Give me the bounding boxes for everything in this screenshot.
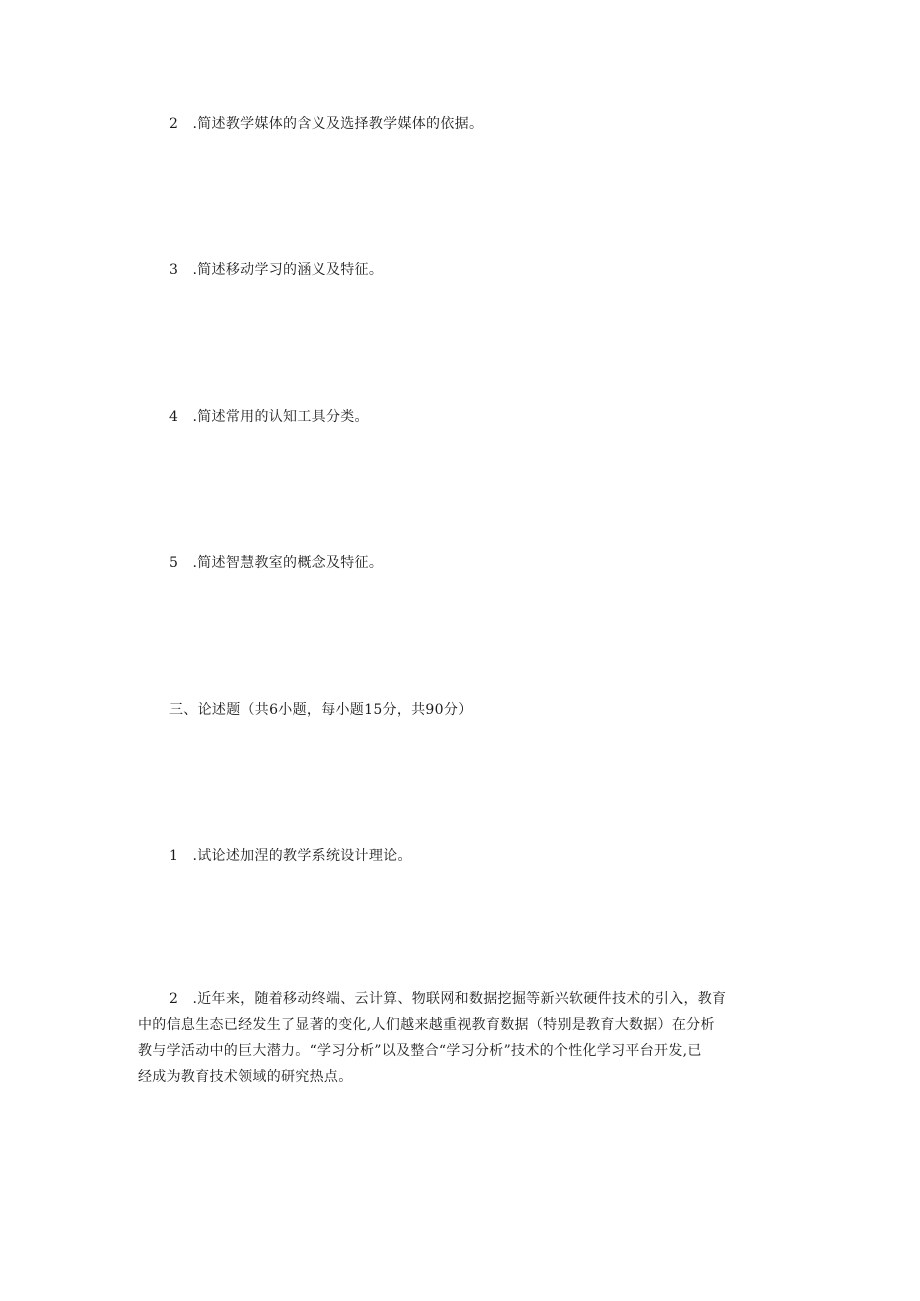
question-2-short-answer: 2 .简述教学媒体的含义及选择教学媒体的依据。 [169, 116, 484, 132]
essay-question-1: 1 .试论述加涅的教学系统设计理论。 [169, 848, 412, 864]
question-4-short-answer: 4 .简述常用的认知工具分类。 [169, 409, 369, 425]
question-3-short-answer: 3 .简述移动学习的涵义及特征。 [169, 262, 384, 278]
essay-question-2-line-2: 中的信息生态已经发生了显著的变化,人们越来越重视教育数据（特别是教育大数据）在分析 [138, 1017, 715, 1033]
essay-question-2-line-1: 2 .近年来，随着移动终端、云计算、物联网和数据挖掘等新兴软硬件技术的引入，教育 [169, 991, 727, 1007]
question-5-short-answer: 5 .简述智慧教室的概念及特征。 [169, 555, 384, 571]
essay-question-2 [138, 986, 788, 1090]
essay-question-2-line-3: 教与学活动中的巨大潜力。“学习分析”以及整合“学习分析”技术的个性化学习平台开发,已 [138, 1043, 702, 1059]
section-3-heading: 三、论述题（共6小题，每小题15分，共90分） [169, 702, 473, 718]
essay-question-2-line-4: 经成为教育技术领域的研究热点。 [138, 1069, 353, 1085]
